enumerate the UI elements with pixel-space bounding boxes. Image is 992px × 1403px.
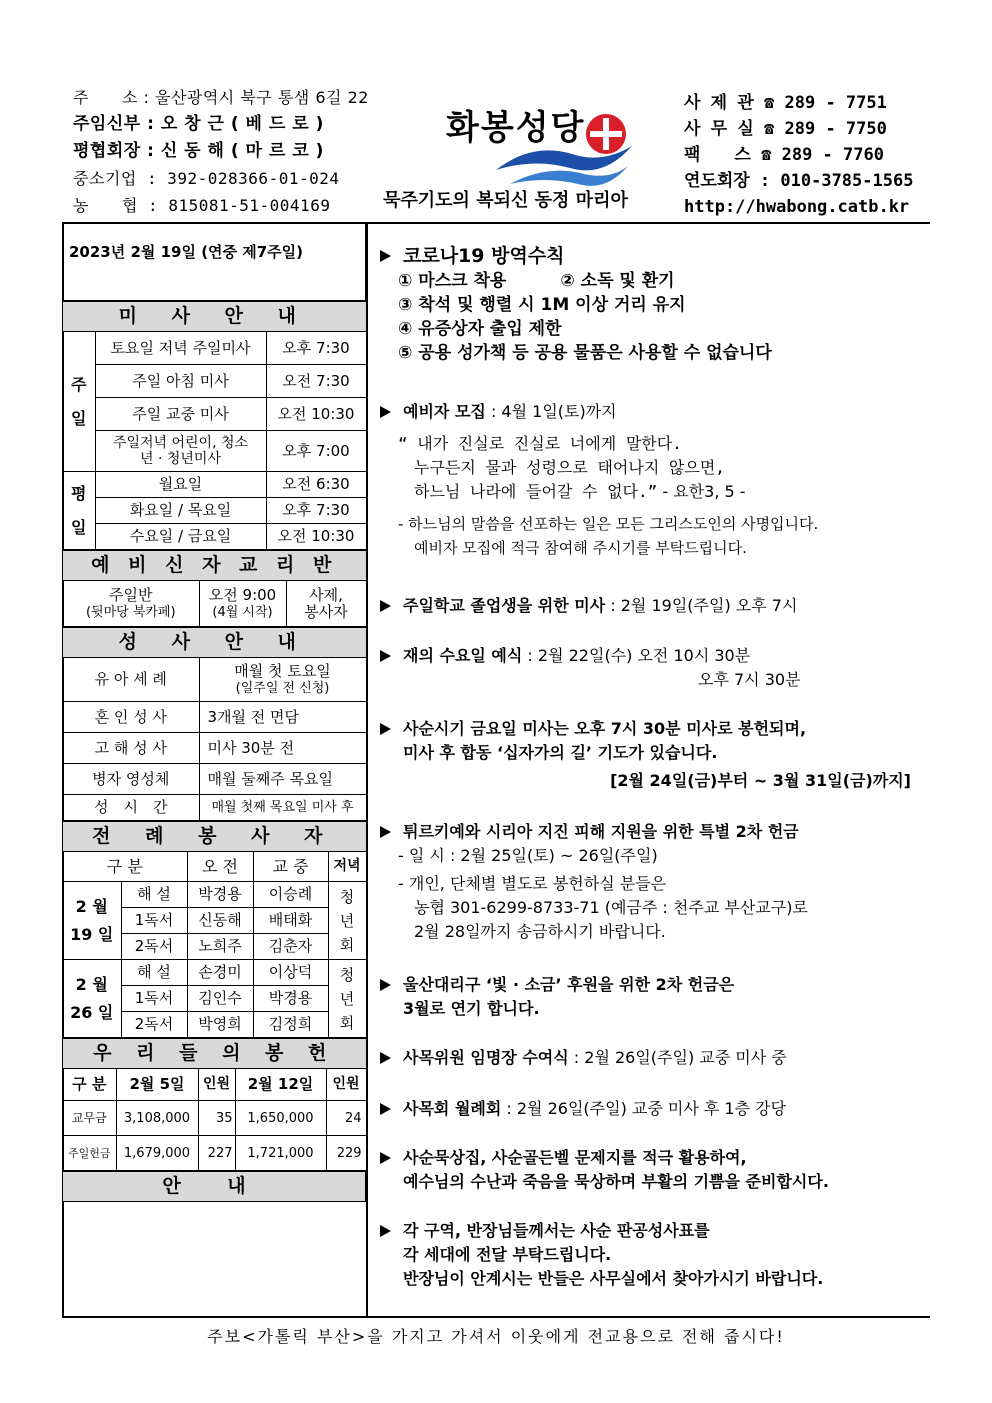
offering-amount: 1,721,000 [235,1136,326,1171]
offering-name: 교무금 [63,1101,116,1136]
mass-name: 토요일 저녁 주일미사 [95,332,266,365]
phone-icon: ☎ [761,145,772,165]
mass-name: 주일 아침 미사 [95,365,266,398]
ulsan-offering-notice: 울산대리구 ‘빛 · 소금’ 후원을 위한 2차 헌금은 3월로 연기 합니다. [380,973,925,1021]
catechumen-time: 오전 9:00 (4월 시작) [199,581,286,627]
bullet-triangle-icon [380,650,391,662]
covid-rule: ③ 착석 및 행렬 시 1M 이상 거리 유지 [398,295,686,315]
catechumen-note: - 하느님의 말씀을 선포하는 일은 모든 그리스도인의 사명입니다. 예비자 모집에 적극 참여해 주시기를 부탁드립니다. [398,515,819,557]
liturgy-date: 2 월 26 일 [63,960,121,1038]
sacrament-info: 매월 첫 토요일 (일주일 전 신청) [199,658,366,702]
liturgy-am: 박영희 [187,1012,253,1038]
offering-header: 인원 [198,1069,235,1101]
mass-name: 화요일 / 목요일 [95,498,266,524]
offering-count: 24 [326,1101,366,1136]
council-line: 평협회장 : 신 동 해 ( 마 르 코 ) [73,141,324,161]
bullet-triangle-icon [380,1103,391,1115]
covid-rule: ① 마스크 착용 [398,271,507,291]
liturgy-role: 해 설 [121,960,187,986]
bullet-triangle-icon [380,600,391,612]
sacrament-name: 성 시 간 [63,795,199,821]
liturgy-am: 박경용 [187,882,253,908]
mass-time: 오후 7:30 [266,498,366,524]
mass-title: 미 사 안 내 [63,302,366,332]
church-logo-icon [492,112,640,192]
liturgy-header: 저녁 [328,852,366,882]
contact-office: 사 무 실 ☎ 289 - 7750 [684,119,887,139]
sacrament-info: 매월 둘째주 목요일 [199,764,366,795]
bank2-line: 농 협 : 815081-51-004169 [73,196,331,215]
catechumen-teacher: 사제, 봉사자 [286,581,366,627]
website-url[interactable]: http://hwabong.catb.kr [684,197,910,217]
liturgy-role: 해 설 [121,882,187,908]
liturgy-main: 박경용 [253,986,328,1012]
mass-time: 오전 7:30 [266,365,366,398]
offering-count: 227 [198,1136,235,1171]
confession-ticket-notice: 각 구역, 반장님들께서는 사순 판공성사표를 각 세대에 전달 부탁드립니다. 반장님이 안계시는 반들은 사무실에서 찾아가시기 바랍니다. [380,1219,925,1291]
liturgy-main: 이상덕 [253,960,328,986]
catechumen-class: 주일반 (뒷마당 북카페) [63,581,199,627]
sunday-label: 주일 [63,332,95,472]
offering-table [63,1038,367,1171]
parish-motto: 묵주기도의 복되신 동정 마리아 [383,190,628,211]
bullet-triangle-icon [380,1225,391,1237]
catechumen-title: 예 비 신 자 교 리 반 [63,551,366,581]
offering-count: 35 [198,1101,235,1136]
covid-section [380,243,925,365]
mass-name: 월요일 [95,472,266,498]
weekday-label: 평일 [63,472,95,550]
mass-time: 오후 7:00 [266,431,366,472]
offering-header: 구 분 [63,1069,116,1101]
sacrament-info: 매월 첫째 목요일 미사 후 [199,795,366,821]
bullet-triangle-icon [380,1052,391,1064]
liturgy-role: 1독서 [121,908,187,934]
date-table [63,224,366,301]
bible-quote: “ 내가 진실로 진실로 너에게 말한다. 누구든지 물과 성령으로 태어나지 않으면, 하느님 나라에 들어갈 수 없다.” - 요한3, 5 - [398,434,746,501]
covid-rule: ④ 유증상자 출입 제한 [398,319,562,339]
bullet-triangle-icon [380,1152,391,1164]
frame-bottom-line [62,1316,930,1318]
liturgy-evening: 청 년 회 [328,960,366,1038]
liturgy-main: 이승례 [253,882,328,908]
offering-amount: 1,650,000 [235,1101,326,1136]
offering-header: 2월 5일 [116,1069,198,1101]
liturgy-table [63,821,367,1038]
offering-amount: 1,679,000 [116,1136,198,1171]
appointment-notice: 사목위원 임명장 수여식 : 2월 26일(주일) 교중 미사 중 [380,1046,925,1070]
liturgy-am: 신동해 [187,908,253,934]
ash-wednesday-notice: 재의 수요일 예식 : 2월 22일(수) 오전 10시 30분 오후 7시 30분 [380,644,925,692]
liturgy-header: 오 전 [187,852,253,882]
mass-time: 오후 7:30 [266,332,366,365]
covid-rule: ② 소독 및 환기 [560,271,675,291]
address-line: 주 소 : 울산광역시 북구 통샘 6길 22 [73,88,369,107]
notice-table [63,1171,366,1202]
liturgy-header: 교 중 [253,852,328,882]
offering-title: 우 리 들 의 봉 헌 [63,1039,366,1069]
contact-fax: 팩 스 ☎ 289 - 7760 [684,145,884,165]
covid-title: 코로나19 방역수칙 [403,245,565,267]
quake-offering-notice: 튀르키예와 시리아 지진 피해 지원을 위한 특별 2차 헌금 - 일 시 : 2월 25일(토) ~ 26일(주일) - 개인, 단체별 별도로 봉헌하실 분들은 농협 301-6299-8733-71 (예금주 : 천주교 부산교구)로 2월 28일까지 송금하시기 바랍니다. [380,820,925,944]
phone-icon: ☎ [764,93,775,113]
mass-name: 주일저녁 어린이, 청소년 · 청년미사 [95,431,266,472]
liturgy-date: 2 월 19 일 [63,882,121,960]
contact-rectory: 사 제 관 ☎ 289 - 7751 [684,93,887,113]
liturgy-am: 노희주 [187,934,253,960]
phone-icon: ☎ [764,119,775,139]
offering-count: 229 [326,1136,366,1171]
date-line: 2023년 2월 19일 (연중 제7주일) [63,224,366,301]
liturgy-main: 김정희 [253,1012,328,1038]
mass-time: 오전 10:30 [266,524,366,550]
liturgy-title: 전 례 봉 사 자 [63,822,366,852]
liturgy-main: 김춘자 [253,934,328,960]
offering-header: 인원 [326,1069,366,1101]
bullet-triangle-icon [380,406,391,418]
lent-booklet-notice: 사순묵상집, 사순골든벨 문제지를 적극 활용하여, 예수님의 수난과 죽음을 묵상하며 부활의 기쁨을 준비합시다. [380,1146,925,1194]
notice-title: 안 내 [63,1172,366,1202]
offering-name: 주일헌금 [63,1136,116,1171]
priest-line: 주임신부 : 오 창 근 ( 베 드 로 ) [73,114,324,134]
sacrament-table [63,627,367,821]
liturgy-am: 김인수 [187,986,253,1012]
bank1-line: 중소기업 : 392-028366-01-024 [73,169,340,188]
sacrament-name: 고 해 성 사 [63,733,199,764]
sacrament-name: 병자 영성체 [63,764,199,795]
sacrament-name: 유 아 세 례 [63,658,199,702]
left-column [63,224,366,1202]
catechumen-table [63,550,367,627]
mass-name: 수요일 / 금요일 [95,524,266,550]
mass-time: 오전 6:30 [266,472,366,498]
liturgy-role: 2독서 [121,1012,187,1038]
header-info [73,84,369,219]
council-meeting-notice: 사목회 월례회 : 2월 26일(주일) 교중 미사 후 1층 강당 [380,1097,925,1121]
liturgy-main: 배태화 [253,908,328,934]
liturgy-header: 구 분 [63,852,187,882]
church-name: 화봉성당 [446,108,586,148]
liturgy-evening: 청 년 회 [328,882,366,960]
contact-yeondo: 연도회장 : 010-3785-1565 [684,171,914,191]
lent-friday-notice: 사순시기 금요일 미사는 오후 7시 30분 미사로 봉헌되며, 미사 후 합동 ‘십자가의 길’ 기도가 있습니다. [2월 24일(금)부터 ~ 3월 31일(금)까지] [380,717,925,793]
mass-time: 오전 10:30 [266,398,366,431]
offering-header: 2월 12일 [235,1069,326,1101]
offering-amount: 3,108,000 [116,1101,198,1136]
bullet-triangle-icon [380,826,391,838]
header-contacts [684,90,913,220]
bullet-triangle-icon [380,979,391,991]
covid-rule: ⑤ 공용 성가책 등 공용 물품은 사용할 수 없습니다 [398,343,772,363]
mass-table [63,301,367,550]
liturgy-am: 손경미 [187,960,253,986]
sacrament-info: 3개월 전 면담 [199,702,366,733]
footer-message: 주보<가톨릭 부산>을 가지고 가셔서 이웃에게 전교용으로 전해 줍시다! [207,1327,785,1346]
mass-name: 주일 교중 미사 [95,398,266,431]
bullet-triangle-icon [380,723,391,735]
liturgy-role: 2독서 [121,934,187,960]
sacrament-title: 성 사 안 내 [63,628,366,658]
sacrament-name: 혼 인 성 사 [63,702,199,733]
liturgy-role: 1독서 [121,986,187,1012]
catechumen-notice: 예비자 모집 : 4월 1일(토)까지 “ 내가 진실로 진실로 너에게 말한다. 누구든지 물과 성령으로 태어나지 않으면, 하느님 나라에 들어갈 수 없다.” - 요한3, 5 - - 하느님의 말씀을 선포하는 일은 모든 그리스도인의 사명입니다. 예비자 모집에 적극 참여해 주시기를 부탁드립니다. [380,400,925,560]
bullet-triangle-icon [380,250,391,262]
graduation-notice: 주일학교 졸업생을 위한 미사 : 2월 19일(주일) 오후 7시 [380,594,925,618]
sacrament-info: 미사 30분 전 [199,733,366,764]
